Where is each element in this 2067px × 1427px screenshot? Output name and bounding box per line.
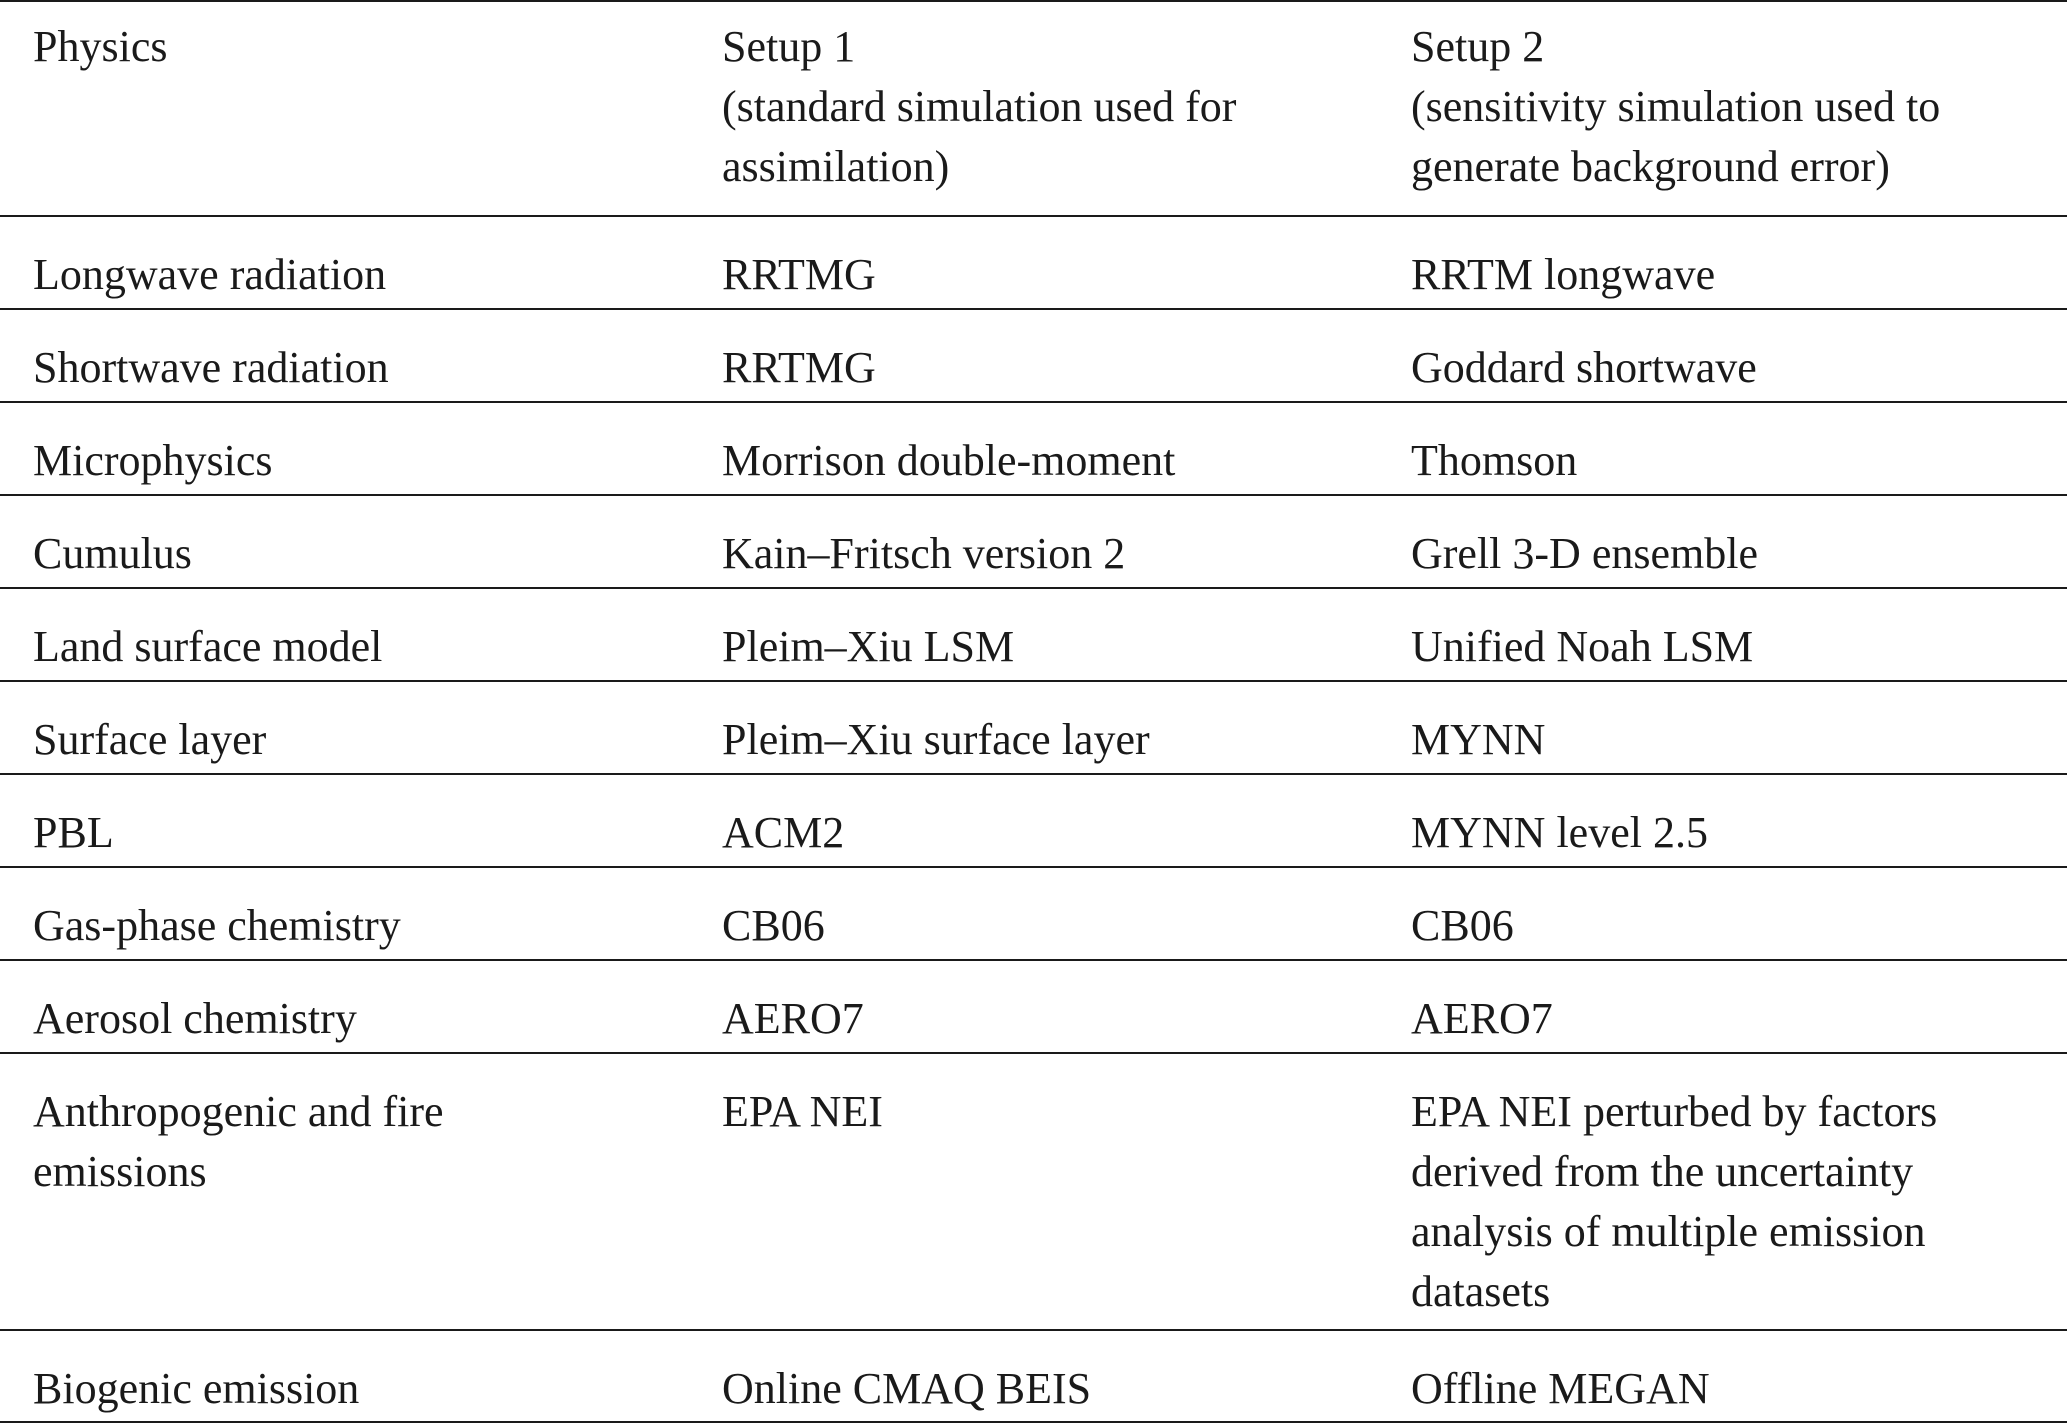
setup-2-cell: Offline MEGAN (1378, 1330, 2067, 1422)
table-row (0, 1053, 2067, 1330)
setup-1-cell: EPA NEI (689, 1053, 1378, 1330)
setup-2-cell: RRTM longwave (1378, 216, 2067, 309)
setup-1-cell: Kain–Fritsch version 2 (689, 495, 1378, 588)
table-row (0, 216, 2067, 309)
setup-1-cell: Pleim–Xiu surface layer (689, 681, 1378, 774)
header-setup-1: Setup 1 (standard simulation used for assimilation) (689, 1, 1378, 216)
physics-cell: Land surface model (0, 588, 689, 681)
table-row (0, 867, 2067, 960)
physics-cell: Biogenic emission (0, 1330, 689, 1422)
physics-cell: Surface layer (0, 681, 689, 774)
setup-2-cell: AERO7 (1378, 960, 2067, 1053)
setup-2-cell: CB06 (1378, 867, 2067, 960)
setup-1-cell: RRTMG (689, 216, 1378, 309)
setup-2-cell: Goddard shortwave (1378, 309, 2067, 402)
physics-cell: Gas-phase chemistry (0, 867, 689, 960)
setup-1-cell: CB06 (689, 867, 1378, 960)
physics-cell: Anthropogenic and fire emissions (0, 1053, 689, 1330)
table-header-row (0, 1, 2067, 216)
setup-2-cell: EPA NEI perturbed by factors derived from the uncertainty analysis of multiple emission datasets (1378, 1053, 2067, 1330)
table-row (0, 681, 2067, 774)
setup-1-cell: AERO7 (689, 960, 1378, 1053)
physics-cell: Aerosol chemistry (0, 960, 689, 1053)
table-row (0, 495, 2067, 588)
setup-1-cell: Online CMAQ BEIS (689, 1330, 1378, 1422)
table-row (0, 588, 2067, 681)
setup-1-cell: Morrison double-moment (689, 402, 1378, 495)
header-physics: Physics (0, 1, 689, 216)
setup-2-cell: MYNN (1378, 681, 2067, 774)
setup-2-cell: MYNN level 2.5 (1378, 774, 2067, 867)
physics-cell: Microphysics (0, 402, 689, 495)
setup-2-cell: Unified Noah LSM (1378, 588, 2067, 681)
physics-cell: Longwave radiation (0, 216, 689, 309)
setup-1-cell: RRTMG (689, 309, 1378, 402)
setup-2-cell: Thomson (1378, 402, 2067, 495)
setup-2-cell: Grell 3-D ensemble (1378, 495, 2067, 588)
physics-cell: PBL (0, 774, 689, 867)
setup-1-cell: ACM2 (689, 774, 1378, 867)
table-row (0, 1330, 2067, 1422)
table-row (0, 402, 2067, 495)
setup-1-cell: Pleim–Xiu LSM (689, 588, 1378, 681)
physics-cell: Shortwave radiation (0, 309, 689, 402)
table-row (0, 309, 2067, 402)
table-row (0, 960, 2067, 1053)
header-setup-2: Setup 2 (sensitivity simulation used to generate background error) (1378, 1, 2067, 216)
table-row (0, 774, 2067, 867)
physics-cell: Cumulus (0, 495, 689, 588)
